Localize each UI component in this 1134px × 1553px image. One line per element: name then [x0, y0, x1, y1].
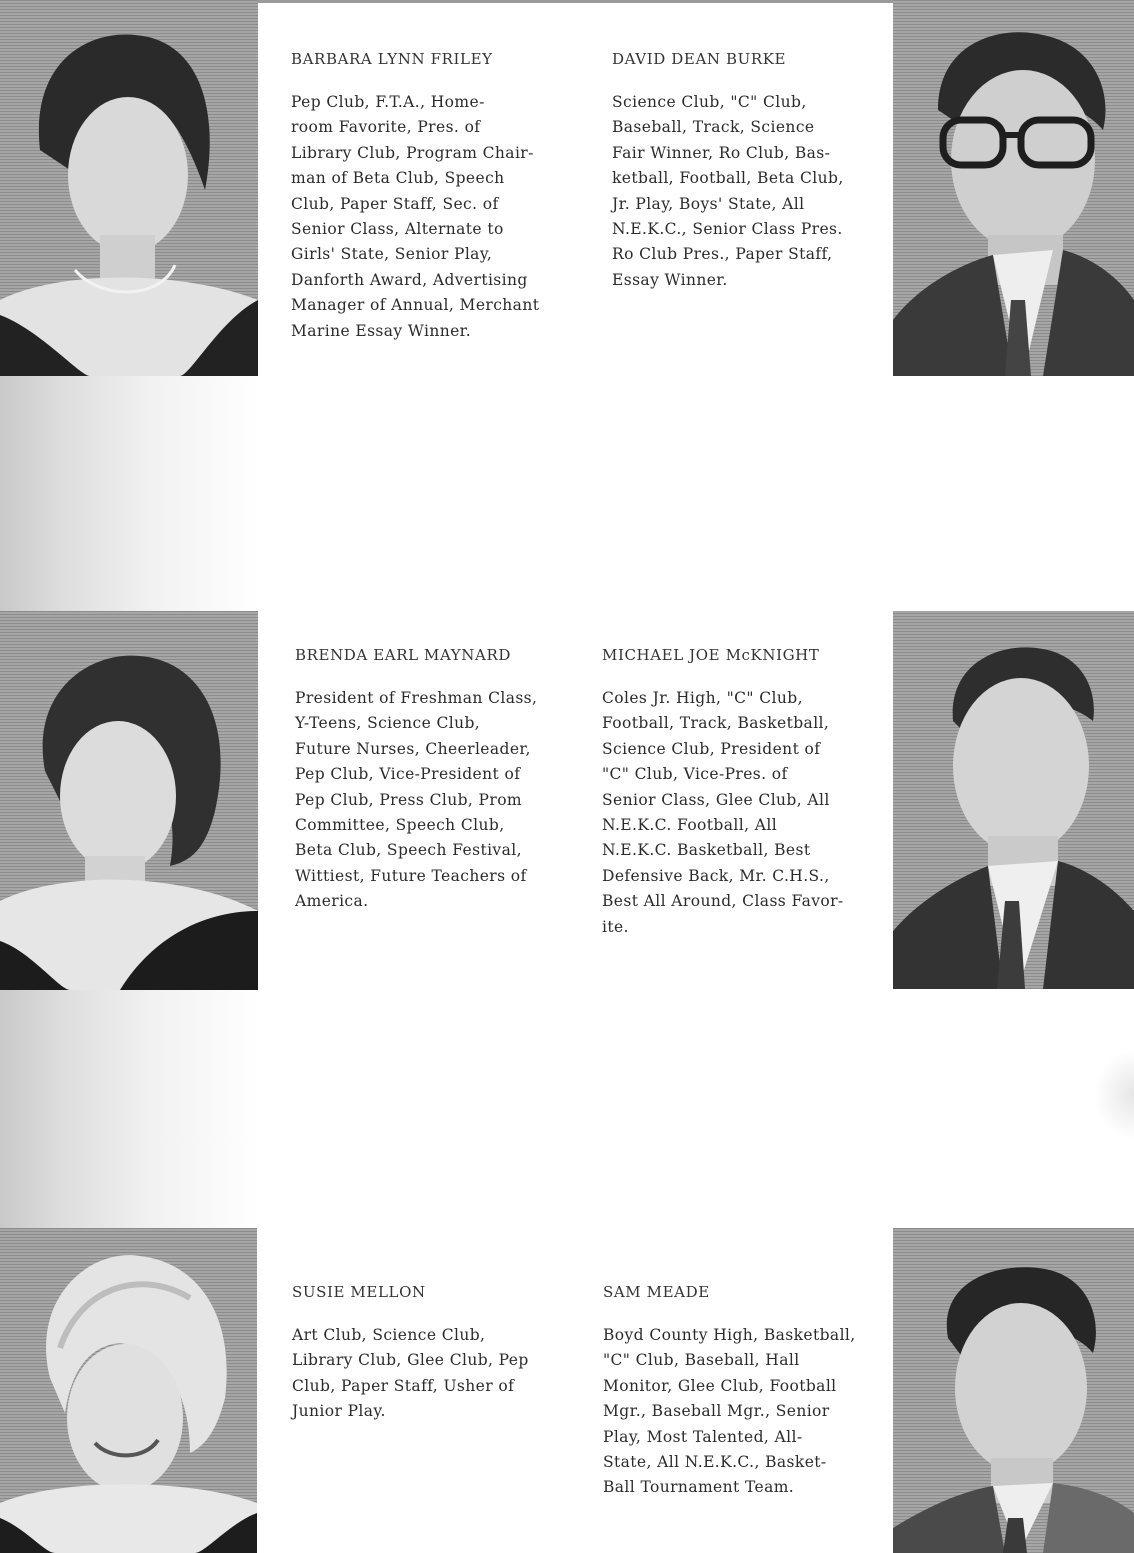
activity-line: Boyd County High, Basketball, — [603, 1326, 856, 1344]
activity-line: Future Nurses, Cheerleader, — [295, 739, 531, 758]
activity-line: Football, Track, Basketball, — [602, 714, 830, 733]
activity-line: Wittiest, Future Teachers of — [295, 866, 527, 885]
activity-line: "C" Club, Baseball, Hall — [603, 1351, 800, 1370]
activity-line: "C" Club, Vice-Pres. of — [602, 765, 788, 784]
student-activities — [603, 1323, 856, 1501]
activity-line: Ro Club Pres., Paper Staff, — [612, 245, 833, 264]
activity-line: Manager of Annual, Merchant — [291, 296, 540, 315]
activity-line: man of Beta Club, Speech — [291, 169, 505, 188]
activity-line: Best All Around, Class Favor- — [602, 892, 844, 911]
portrait-michael-mcknight — [893, 611, 1134, 989]
activity-line: N.E.K.C. Football, All — [602, 816, 778, 835]
activity-line: Club, Paper Staff, Usher of — [292, 1376, 515, 1395]
activity-line: Committee, Speech Club, — [295, 816, 505, 835]
student-activities — [292, 1323, 529, 1425]
activity-line: Danforth Award, Advertising — [291, 270, 528, 289]
activity-line: President of Freshman Class, — [295, 689, 538, 707]
student-entry-barbara-friley — [291, 50, 539, 344]
student-name: SAM MEADE — [603, 1283, 710, 1301]
student-activities — [291, 90, 539, 344]
page-smudge — [1094, 1050, 1134, 1140]
activity-line: Art Club, Science Club, — [292, 1326, 486, 1344]
activity-line: Baseball, Track, Science — [612, 118, 815, 137]
portrait-barbara-friley — [0, 0, 258, 376]
student-name: BARBARA LYNN FRILEY — [291, 50, 493, 68]
activity-line: Fair Winner, Ro Club, Bas- — [612, 143, 831, 162]
student-entry-sam-meade — [603, 1283, 856, 1501]
activity-line: Beta Club, Speech Festival, — [295, 841, 522, 860]
student-entry-susie-mellon — [292, 1283, 529, 1425]
activity-line: Mgr., Baseball Mgr., Senior — [603, 1402, 830, 1421]
student-entry-michael-mcknight — [602, 646, 844, 940]
activity-line: Library Club, Program Chair- — [291, 143, 534, 162]
activity-line: Defensive Back, Mr. C.H.S., — [602, 866, 830, 885]
student-activities — [602, 686, 844, 940]
activity-line: Jr. Play, Boys' State, All — [612, 194, 805, 213]
student-activities — [295, 686, 537, 915]
activity-line: Pep Club, F.T.A., Home- — [291, 93, 485, 111]
portrait-brenda-maynard — [0, 611, 258, 990]
activity-line: ite. — [602, 917, 629, 936]
activity-line: Science Club, "C" Club, — [612, 93, 807, 111]
activity-line: Play, Most Talented, All- — [603, 1427, 803, 1446]
student-name: BRENDA EARL MAYNARD — [295, 646, 511, 664]
activity-line: Pep Club, Vice-President of — [295, 765, 521, 784]
student-activities — [612, 90, 844, 293]
activity-line: ketball, Football, Beta Club, — [612, 169, 844, 188]
activity-line: Essay Winner. — [612, 270, 728, 289]
activity-line: Girls' State, Senior Play, — [291, 245, 493, 264]
activity-line: Junior Play. — [292, 1402, 386, 1421]
student-name: MICHAEL JOE McKNIGHT — [602, 646, 820, 664]
activity-line: Library Club, Glee Club, Pep — [292, 1351, 529, 1370]
activity-line: Coles Jr. High, "C" Club, — [602, 689, 803, 707]
portrait-sam-meade — [893, 1228, 1134, 1553]
portrait-david-burke — [893, 0, 1134, 376]
activity-line: Y-Teens, Science Club, — [295, 714, 481, 733]
activity-line: State, All N.E.K.C., Basket- — [603, 1453, 827, 1472]
student-entry-david-burke — [612, 50, 844, 293]
activity-line: Senior Class, Alternate to — [291, 220, 504, 239]
activity-line: room Favorite, Pres. of — [291, 118, 481, 137]
activity-line: America. — [295, 892, 369, 911]
activity-line: Monitor, Glee Club, Football — [603, 1376, 837, 1395]
activity-line: Ball Tournament Team. — [603, 1478, 795, 1497]
activity-line: Marine Essay Winner. — [291, 321, 472, 340]
activity-line: Senior Class, Glee Club, All — [602, 790, 830, 809]
activity-line: Club, Paper Staff, Sec. of — [291, 194, 499, 213]
student-name: SUSIE MELLON — [292, 1283, 426, 1301]
portrait-susie-mellon — [0, 1228, 257, 1553]
activity-line: N.E.K.C. Basketball, Best — [602, 841, 811, 860]
activity-line: N.E.K.C., Senior Class Pres. — [612, 220, 843, 239]
activity-line: Pep Club, Press Club, Prom — [295, 790, 523, 809]
student-entry-brenda-maynard — [295, 646, 537, 915]
student-name: DAVID DEAN BURKE — [612, 50, 787, 68]
activity-line: Science Club, President of — [602, 739, 821, 758]
